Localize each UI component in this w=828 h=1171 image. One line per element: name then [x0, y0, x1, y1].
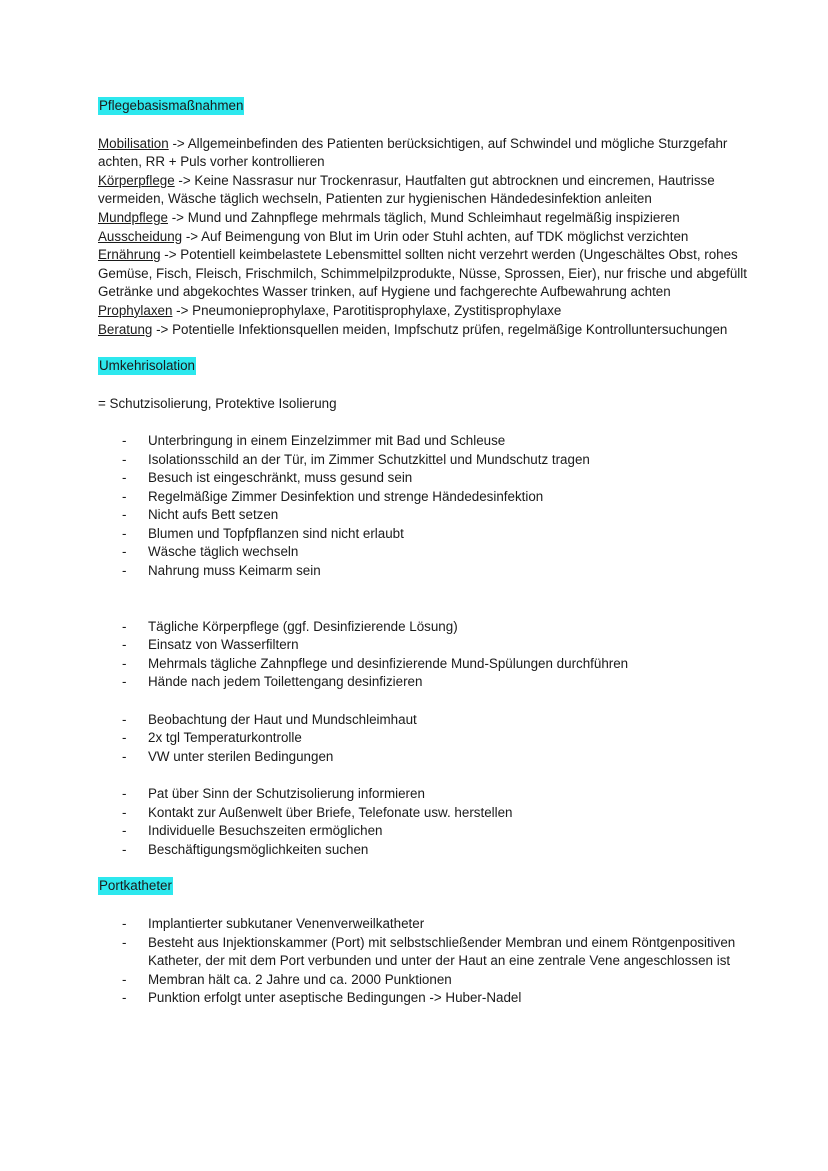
list-item: - Punktion erfolgt unter aseptische Bedingungen -> Huber-Nadel: [98, 989, 758, 1008]
term-label: Ausscheidung: [98, 228, 183, 244]
list-item: - Tägliche Körperpflege (ggf. Desinfizierende Lösung): [98, 618, 758, 637]
list-item: - Mehrmals tägliche Zahnpflege und desinfizierende Mund-Spülungen durchführen: [98, 655, 758, 674]
list-item: - Beobachtung der Haut und Mundschleimhaut: [98, 711, 758, 730]
list-item: - Nahrung muss Keimarm sein: [98, 562, 758, 581]
paragraph-koerperpflege: [98, 172, 758, 209]
paragraph-beratung: [98, 321, 758, 340]
term-text: -> Auf Beimengung von Blut im Urin oder Stuhl achten, auf TDK möglichst verzichten: [182, 228, 689, 244]
paragraph-mundpflege: [98, 209, 758, 228]
term-text: -> Mund und Zahnpflege mehrmals täglich, Mund Schleimhaut regelmäßig inspizieren: [167, 209, 680, 225]
term-text: -> Potentielle Infektionsquellen meiden, Impfschutz prüfen, regelmäßige Kontrolluntersuchungen: [152, 321, 728, 337]
paragraph-prophylaxen: [98, 302, 758, 321]
paragraph-ernaehrung: [98, 246, 758, 302]
term-text: -> Keine Nassrasur nur Trockenrasur, Hautfalten gut abtrocknen und eincremen, Hautrisse vermeiden, Wäsche täglich wechseln, Patienten zur hygienischen Händedesinfektion anleiten: [98, 172, 715, 207]
list-item: - Blumen und Topfpflanzen sind nicht erlaubt: [98, 525, 758, 544]
section-heading: Pflegebasismaßnahmen: [99, 98, 244, 113]
term-text: -> Pneumonieprophylaxe, Parotitisprophylaxe, Zystitisprophylaxe: [172, 302, 562, 318]
term-text: -> Potentiell keimbelastete Lebensmittel sollten nicht verzehrt werden (Ungeschältes Obst, rohes Gemüse, Fisch, Fleisch, Frischmilch, Schimmelpilzprodukte, Nüsse, Sprossen, Eier), nur frische und abgefüllt Getränke und abgekochtes Wasser trinken, auf Hygiene und fachgerechte Aufbewahrung achten: [98, 247, 747, 300]
section-pflegebasismassnahmen: [98, 97, 758, 339]
term-label: Mobilisation: [98, 135, 169, 151]
bullet-list-group-3: [98, 711, 758, 767]
list-item: - 2x tgl Temperaturkontrolle: [98, 729, 758, 748]
bullet-list-port: [98, 915, 758, 1008]
list-item: - Besteht aus Injektionskammer (Port) mit selbstschließender Membran und einem Röntgenpositiven Katheter, der mit dem Port verbunden und unter der Haut an eine zentrale Vene angeschlossen ist: [98, 934, 758, 971]
term-label: Mundpflege: [98, 209, 168, 225]
list-item: - Unterbringung in einem Einzelzimmer mit Bad und Schleuse: [98, 432, 758, 451]
list-item: - Beschäftigungsmöglichkeiten suchen: [98, 841, 758, 860]
section-umkehrisolation: [98, 357, 758, 859]
section-heading: Umkehrisolation: [99, 358, 196, 374]
list-item: - Isolationsschild an der Tür, im Zimmer Schutzkittel und Mundschutz tragen: [98, 451, 758, 470]
list-item: - Regelmäßige Zimmer Desinfektion und strenge Händedesinfektion: [98, 488, 758, 507]
list-item: - Wäsche täglich wechseln: [98, 543, 758, 562]
bullet-list-group-2: [98, 618, 758, 692]
term-label: Beratung: [98, 321, 153, 337]
list-item: - Kontakt zur Außenwelt über Briefe, Telefonate usw. herstellen: [98, 804, 758, 823]
list-item: - Membran hält ca. 2 Jahre und ca. 2000 Punktionen: [98, 971, 758, 990]
term-label: Prophylaxen: [98, 302, 173, 318]
list-item: - VW unter sterilen Bedingungen: [98, 748, 758, 767]
list-item: - Hände nach jedem Toilettengang desinfizieren: [98, 673, 758, 692]
list-item: - Implantierter subkutaner Venenverweilkatheter: [98, 915, 758, 934]
list-item: - Pat über Sinn der Schutzisolierung informieren: [98, 785, 758, 804]
section-portkatheter: [98, 877, 758, 1008]
term-text: -> Allgemeinbefinden des Patienten berücksichtigen, auf Schwindel und mögliche Sturzgefahr achten, RR + Puls vorher kontrollieren: [98, 135, 728, 170]
list-item: - Besuch ist eingeschränkt, muss gesund sein: [98, 469, 758, 488]
term-label: Körperpflege: [98, 172, 175, 188]
term-label: Ernährung: [98, 247, 161, 263]
section-intro: = Schutzisolierung, Protektive Isolierung: [98, 395, 337, 411]
section-heading: Portkatheter: [99, 878, 172, 894]
list-item: - Nicht aufs Bett setzen: [98, 506, 758, 525]
paragraph-ausscheidung: [98, 228, 758, 247]
bullet-list-group-1: [98, 432, 758, 581]
list-item: - Individuelle Besuchszeiten ermöglichen: [98, 822, 758, 841]
bullet-list-group-4: [98, 785, 758, 859]
list-item: - Einsatz von Wasserfiltern: [98, 636, 758, 655]
paragraph-mobilisation: [98, 135, 758, 172]
